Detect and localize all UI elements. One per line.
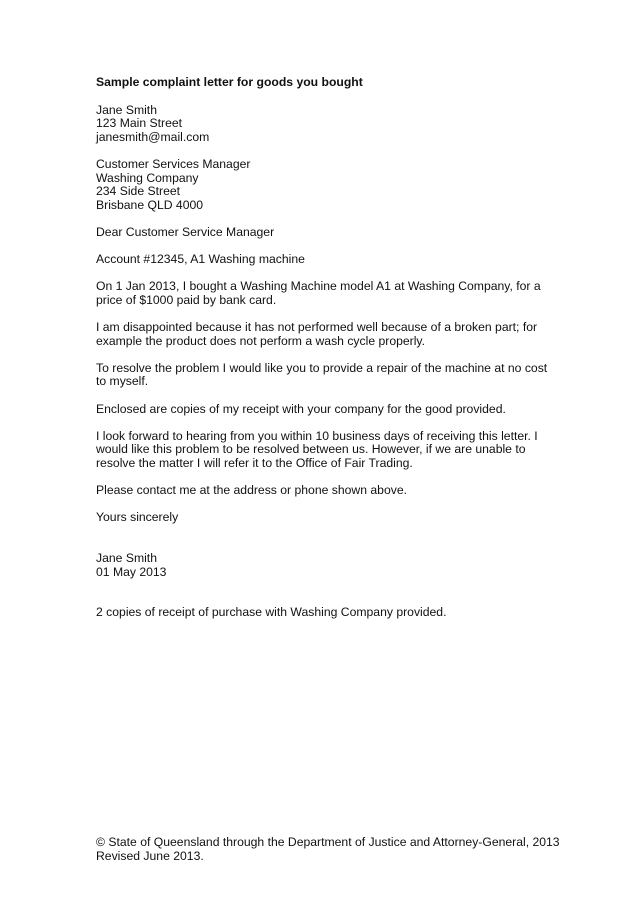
- recipient-address: [96, 158, 546, 212]
- paragraph-enclosed: [96, 403, 546, 417]
- recipient-company: Washing Company: [96, 170, 199, 185]
- revision-note: Revised June 2013.: [96, 848, 204, 863]
- paragraph-resolution: [96, 362, 546, 389]
- recipient-title: Customer Services Manager: [96, 156, 251, 171]
- sender-name: Jane Smith: [96, 102, 157, 117]
- copyright-notice: © State of Queensland through the Department of Justice and Attorney-General, 2013: [96, 835, 560, 849]
- recipient-street: 234 Side Street: [96, 184, 181, 199]
- paragraph-line: to myself.: [96, 374, 149, 389]
- paragraph-line: Enclosed are copies of my receipt with your company for the good provided.: [96, 401, 506, 416]
- paragraph-line: example the product does not perform a wash cycle properly.: [96, 333, 426, 348]
- reference-line: Account #12345, A1 Washing machine: [96, 252, 305, 267]
- sender-email: janesmith@mail.com: [96, 129, 210, 144]
- letter-title: Sample complaint letter for goods you bought: [96, 75, 363, 89]
- paragraph-line: I am disappointed because it has not performed well because of a broken part; for: [96, 320, 538, 335]
- closing: Yours sincerely: [96, 510, 179, 525]
- paragraph-line: On 1 Jan 2013, I bought a Washing Machine model A1 at Washing Company, for a: [96, 279, 541, 294]
- paragraph-purchase: [96, 280, 546, 307]
- signature-date: 01 May 2013: [96, 564, 167, 579]
- page-footer: [96, 835, 560, 863]
- paragraph-line: To resolve the problem I would like you to provide a repair of the machine at no cost: [96, 360, 548, 375]
- paragraph-line: resolve the matter I will refer it to the Office of Fair Trading.: [96, 456, 413, 471]
- signature-name: Jane Smith: [96, 551, 157, 566]
- paragraph-line: price of $1000 paid by bank card.: [96, 292, 277, 307]
- paragraph-contact: [96, 484, 546, 498]
- paragraph-problem: [96, 321, 546, 348]
- letter-body: [96, 76, 546, 620]
- enclosure-note: 2 copies of receipt of purchase with Washing Company provided.: [96, 605, 447, 620]
- paragraph-line: Please contact me at the address or phone shown above.: [96, 483, 407, 498]
- paragraph-line: would like this problem to be resolved between us. However, if we are unable to: [96, 442, 526, 457]
- sender-street: 123 Main Street: [96, 116, 183, 131]
- paragraph-deadline: [96, 430, 546, 471]
- recipient-city: Brisbane QLD 4000: [96, 197, 204, 212]
- paragraph-line: I look forward to hearing from you within 10 business days of receiving this letter. I: [96, 428, 538, 443]
- salutation: Dear Customer Service Manager: [96, 224, 275, 239]
- sender-address: [96, 104, 546, 145]
- signature-block: [96, 552, 546, 579]
